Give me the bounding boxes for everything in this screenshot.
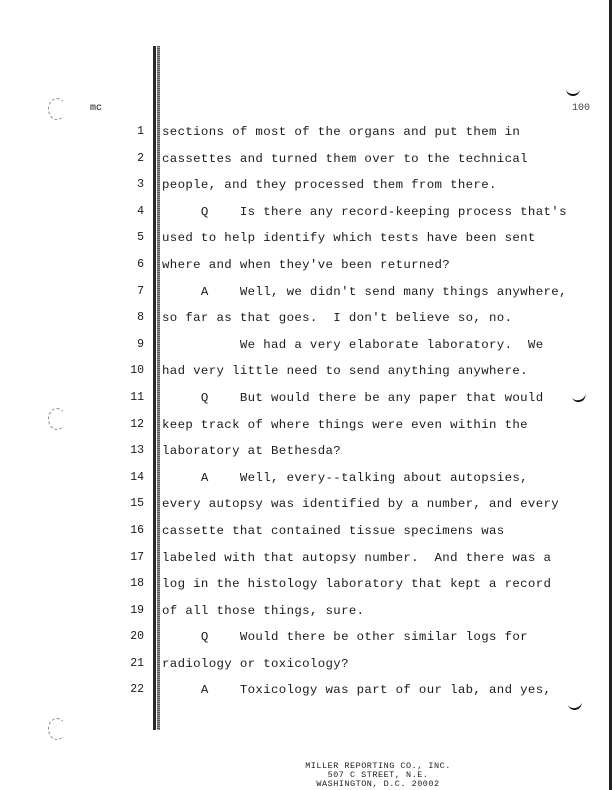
line-number: 1 [137, 125, 144, 138]
line-number: 12 [130, 417, 144, 431]
punch-hole-top [48, 98, 66, 120]
line-text: laboratory at Bethesda? [162, 444, 342, 459]
line-text: cassette that contained tissue specimens was [162, 523, 505, 538]
transcript-line [0, 200, 612, 227]
line-number: 5 [137, 231, 144, 245]
transcript-line [0, 147, 612, 174]
line-number: 11 [130, 390, 144, 404]
footer-city: WASHINGTON, D.C. 20002 [316, 779, 440, 789]
transcript-line [0, 466, 612, 493]
line-text: Q But would there be any paper that would [162, 390, 544, 405]
footer-company: MILLER REPORTING CO., INC. [305, 761, 451, 771]
line-number: 20 [130, 630, 144, 644]
transcript-line [0, 519, 612, 546]
line-number: 16 [130, 523, 144, 537]
transcript-line [0, 625, 612, 652]
footer-street: 507 C STREET, N.E. [327, 770, 429, 780]
transcript-line [0, 652, 612, 679]
line-text: A Well, we didn't send many things anywhere, [162, 284, 567, 299]
transcript-line [0, 386, 612, 413]
line-text: sections of most of the organs and put them in [162, 125, 521, 139]
transcript-line [0, 306, 612, 333]
check-mark-icon [566, 86, 580, 96]
line-number: 14 [130, 470, 144, 484]
line-number: 8 [137, 311, 144, 325]
line-number: 19 [130, 603, 144, 617]
line-text: keep track of where things were even within the [162, 417, 528, 432]
line-number: 17 [130, 550, 144, 564]
transcript-line [0, 439, 612, 466]
transcript-lines [0, 120, 612, 705]
line-text: cassettes and turned them over to the technical [162, 151, 528, 166]
transcript-line [0, 253, 612, 280]
line-text: radiology or toxicology? [162, 656, 349, 671]
reporter-footer [240, 762, 516, 789]
transcript-line [0, 359, 612, 386]
transcript-line [0, 599, 612, 626]
transcript-line [0, 413, 612, 440]
line-text: had very little need to send anything anywhere. [162, 364, 528, 379]
transcript-line [0, 280, 612, 307]
line-text: where and when they've been returned? [162, 257, 451, 272]
transcript-line [0, 492, 612, 519]
line-text: people, and they processed them from there. [162, 178, 497, 193]
line-text: We had a very elaborate laboratory. We [162, 337, 544, 352]
line-text: A Toxicology was part of our lab, and yes, [162, 683, 552, 698]
transcript-line [0, 173, 612, 200]
page-number: 100 [572, 103, 591, 114]
line-text: Q Is there any record-keeping process that's [162, 204, 567, 219]
line-number: 13 [130, 444, 144, 458]
line-number: 22 [130, 683, 144, 697]
line-text: labeled with that autopsy number. And there was a [162, 550, 552, 565]
line-number: 10 [130, 364, 144, 378]
punch-hole-bottom [48, 718, 66, 740]
transcript-line [0, 572, 612, 599]
transcript-line [0, 226, 612, 253]
line-number: 4 [137, 204, 144, 218]
reporter-initials: mc [90, 103, 103, 114]
line-number: 21 [130, 656, 144, 670]
line-number: 9 [137, 337, 144, 351]
line-text: every autopsy was identified by a number, and every [162, 497, 560, 512]
transcript-line [0, 120, 612, 147]
line-number: 7 [137, 284, 144, 298]
line-text: so far as that goes. I don't believe so, no. [162, 311, 513, 326]
line-number: 6 [137, 257, 144, 271]
line-number: 3 [137, 178, 144, 192]
line-number: 15 [130, 497, 144, 511]
transcript-line [0, 678, 612, 705]
line-number: 18 [130, 577, 144, 591]
line-text: of all those things, sure. [162, 603, 365, 618]
line-text: A Well, every--talking about autopsies, [162, 470, 528, 485]
transcript-line [0, 333, 612, 360]
line-text: log in the histology laboratory that kept a record [162, 577, 552, 592]
line-text: used to help identify which tests have been sent [162, 231, 536, 246]
line-number: 2 [137, 151, 144, 165]
line-text: Q Would there be other similar logs for [162, 630, 528, 645]
transcript-line [0, 546, 612, 573]
